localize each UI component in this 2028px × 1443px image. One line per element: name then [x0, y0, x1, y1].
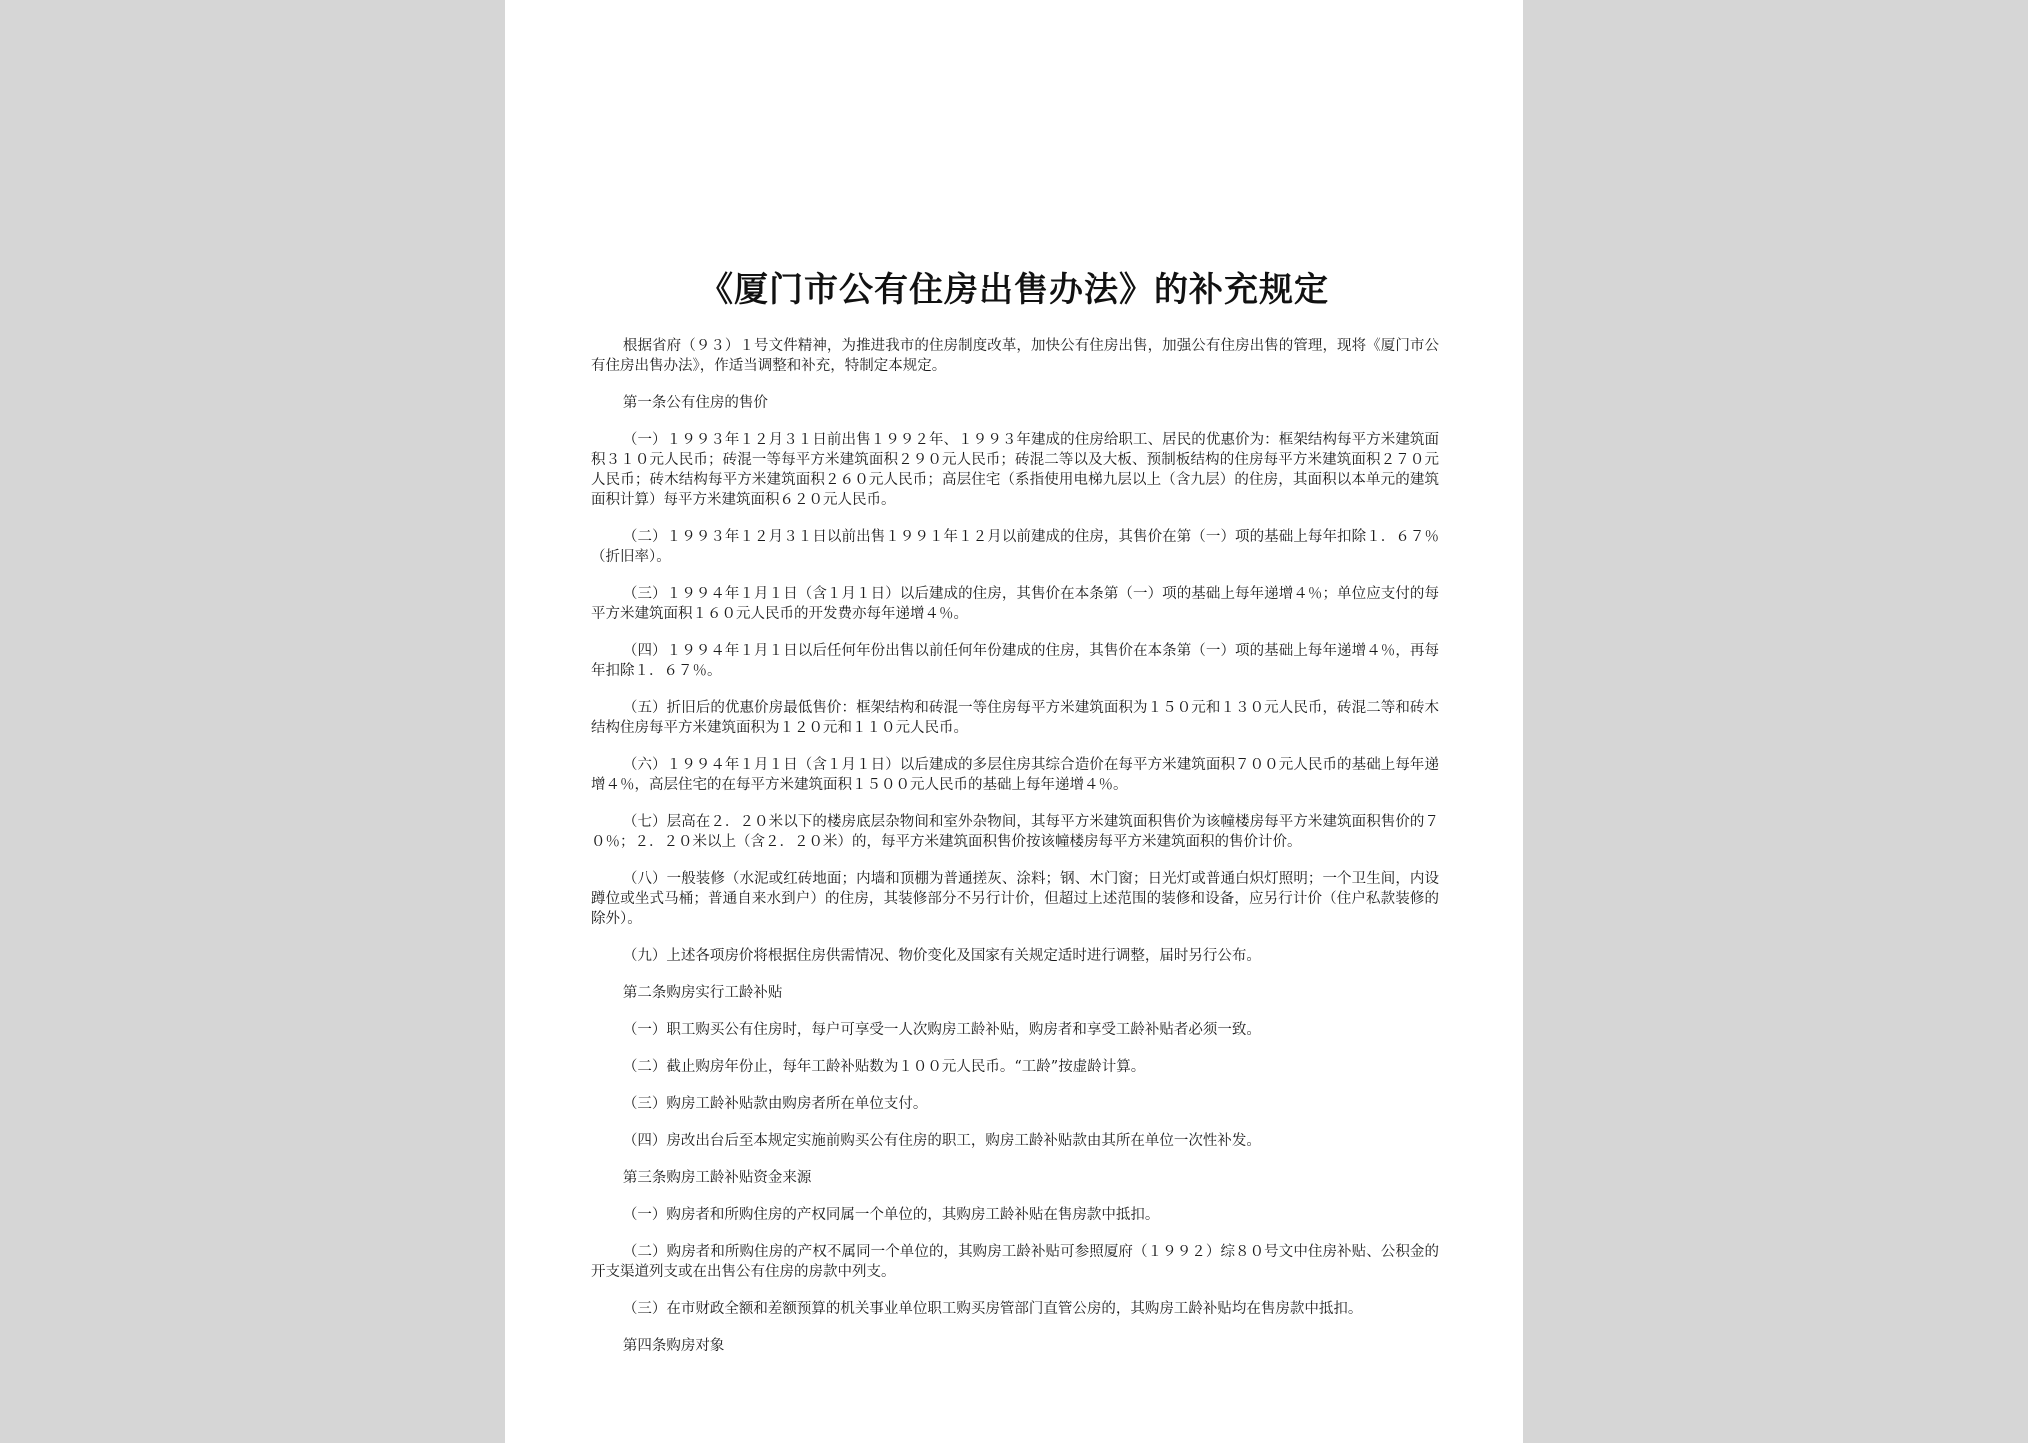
body-paragraph: （二）购房者和所购住房的产权不属同一个单位的，其购房工龄补贴可参照厦府（１９９２）综８０号文中住房补贴、公积金的开支渠道列支或在出售公有住房的房款中列支。: [591, 1244, 1439, 1280]
body-paragraph: （二）１９９３年１２月３１日以前出售１９９１年１２月以前建成的住房，其售价在第（一）项的基础上每年扣除１．６７％（折旧率）。: [591, 529, 1439, 565]
body-paragraph: （一）１９９３年１２月３１日前出售１９９２年、１９９３年建成的住房给职工、居民的优惠价为：框架结构每平方米建筑面积３１０元人民币；砖混一等每平方米建筑面积２９０元人民币；砖混二等以及大板、预制板结构的住房每平方米建筑面积２７０元人民币；砖木结构每平方米建筑面积２６０元人民币；高层住宅（系指使用电梯九层以上（含九层）的住房，其面积以本单元的建筑面积计算）每平方米建筑面积６２０元人民币。: [591, 432, 1439, 508]
section-heading: 第一条公有住房的售价: [622, 395, 768, 411]
document-page: [505, 0, 1523, 1443]
body-paragraph: （五）折旧后的优惠价房最低售价：框架结构和砖混一等住房每平方米建筑面积为１５０元和１３０元人民币，砖混二等和砖木结构住房每平方米建筑面积为１２０元和１１０元人民币。: [591, 700, 1439, 736]
body-paragraph: （三）在市财政全额和差额预算的机关事业单位职工购买房管部门直管公房的，其购房工龄补贴均在售房款中抵扣。: [622, 1301, 1363, 1317]
body-paragraph: （四）房改出台后至本规定实施前购买公有住房的职工，购房工龄补贴款由其所在单位一次性补发。: [622, 1133, 1261, 1149]
document-title: 《厦门市公有住房出售办法》的补充规定: [699, 270, 1329, 310]
body-paragraph: （二）截止购房年份止，每年工龄补贴数为１００元人民币。“工龄”按虚龄计算。: [622, 1059, 1146, 1075]
body-paragraph: （一）购房者和所购住房的产权同属一个单位的，其购房工龄补贴在售房款中抵扣。: [622, 1207, 1160, 1223]
section-heading: 第二条购房实行工龄补贴: [622, 985, 783, 1001]
body-paragraph: （六）１９９４年１月１日（含１月１日）以后建成的多层住房其综合造价在每平方米建筑面积７００元人民币的基础上每年递增４％，高层住宅的在每平方米建筑面积１５００元人民币的基础上每年递增４％。: [591, 757, 1439, 793]
body-paragraph: （三）购房工龄补贴款由购房者所在单位支付。: [622, 1096, 928, 1112]
body-paragraph: 根据省府（９３）１号文件精神，为推进我市的住房制度改革，加快公有住房出售，加强公有住房出售的管理，现将《厦门市公有住房出售办法》，作适当调整和补充，特制定本规定。: [591, 338, 1439, 374]
body-paragraph: （九）上述各项房价将根据住房供需情况、物价变化及国家有关规定适时进行调整，届时另行公布。: [622, 948, 1261, 964]
document-body: [591, 336, 1439, 1373]
section-heading: 第四条购房对象: [622, 1338, 725, 1354]
body-paragraph: （一）职工购买公有住房时，每户可享受一人次购房工龄补贴，购房者和享受工龄补贴者必须一致。: [622, 1022, 1261, 1038]
body-paragraph: （七）层高在２．２０米以下的楼房底层杂物间和室外杂物间，其每平方米建筑面积售价为该幢楼房每平方米建筑面积售价的７０％；２．２０米以上（含２．２０米）的，每平方米建筑面积售价按该幢楼房每平方米建筑面积的售价计价。: [591, 814, 1439, 850]
body-paragraph: （四）１９９４年１月１日以后任何年份出售以前任何年份建成的住房，其售价在本条第（一）项的基础上每年递增４％，再每年扣除１．６７％。: [591, 643, 1439, 679]
body-paragraph: （三）１９９４年１月１日（含１月１日）以后建成的住房，其售价在本条第（一）项的基础上每年递增４％；单位应支付的每平方米建筑面积１６０元人民币的开发费亦每年递增４％。: [591, 586, 1439, 622]
body-paragraph: （八）一般装修（水泥或红砖地面；内墙和顶棚为普通搓灰、涂料；钢、木门窗；日光灯或普通白炽灯照明；一个卫生间，内设蹲位或坐式马桶；普通自来水到户）的住房，其装修部分不另行计价，但超过上述范围的装修和设备，应另行计价（住户私款装修的除外）。: [591, 871, 1439, 927]
section-heading: 第三条购房工龄补贴资金来源: [622, 1170, 812, 1186]
